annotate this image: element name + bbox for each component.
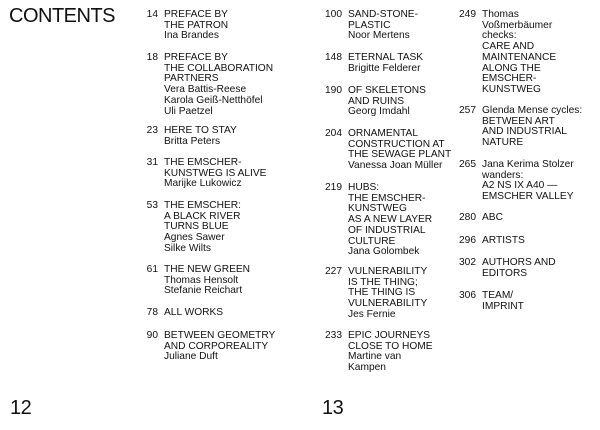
toc-entry-title: BETWEEN GEOMETRY AND CORPOREALITY <box>164 330 276 352</box>
page-number-left: 12 <box>10 397 32 419</box>
toc-entry-title: Jana Kerima Stolzer wanders: A2 NS IX A40 — EMSCHER VALLEY <box>482 159 574 203</box>
toc-page-number: 14 <box>146 9 158 20</box>
toc-entry-author: Brigitte Felderer <box>348 62 421 74</box>
toc-entry-text <box>482 10 556 96</box>
toc-entry[interactable] <box>138 265 250 297</box>
page-number-right: 13 <box>322 397 344 419</box>
toc-page-number: 53 <box>146 200 158 211</box>
toc-entry-text <box>348 86 426 118</box>
toc-page-number: 23 <box>146 125 158 136</box>
toc-entry-title: SAND-STONE- PLASTIC <box>348 9 418 31</box>
toc-entry-title: ETERNAL TASK <box>348 52 424 63</box>
toc-entry-title: ARTISTS <box>482 235 525 246</box>
toc-page-number: 306 <box>459 290 476 301</box>
toc-page-number: 227 <box>325 266 342 277</box>
toc-entry[interactable] <box>316 129 451 172</box>
toc-page-number: 190 <box>325 85 342 96</box>
toc-entry-text <box>164 308 223 319</box>
toc-entry-title: PREFACE BY THE PATRON <box>164 9 229 31</box>
toc-entry[interactable] <box>316 331 433 374</box>
toc-entry-author: Martine van Kampen <box>348 351 402 374</box>
toc-entry-text <box>164 331 275 363</box>
toc-entry-title: THE NEW GREEN <box>164 264 251 275</box>
toc-page-number: 148 <box>325 52 342 63</box>
toc-page-number: 31 <box>146 157 158 168</box>
toc-page-number: 265 <box>459 159 476 170</box>
toc-entry-title: PREFACE BY THE COLLABORATION PARTNERS <box>164 52 274 85</box>
toc-entry[interactable] <box>316 183 432 258</box>
toc-entry-text <box>164 53 273 117</box>
toc-entry[interactable] <box>138 10 228 42</box>
toc-page-number: 78 <box>146 307 158 318</box>
toc-entry-title: ALL WORKS <box>164 307 224 318</box>
toc-entry[interactable] <box>450 213 503 224</box>
toc-entry[interactable] <box>450 106 582 149</box>
toc-entry[interactable] <box>138 158 266 190</box>
toc-page-number: 280 <box>459 212 476 223</box>
toc-entry-text <box>482 291 524 312</box>
toc-page-number: 204 <box>325 128 342 139</box>
toc-page-number: 233 <box>325 330 342 341</box>
toc-entry-text <box>164 265 250 297</box>
toc-entry-author: Agnes Sawer Silke Wilts <box>164 232 225 254</box>
toc-entry-text <box>482 106 582 149</box>
toc-entry-author: Vanessa Joan Müller <box>348 160 443 172</box>
toc-entry-title: AUTHORS AND EDITORS <box>482 257 556 279</box>
toc-entry-text <box>164 201 241 255</box>
toc-entry-author: Marijke Lukowicz <box>164 178 242 190</box>
toc-entry[interactable] <box>138 331 275 363</box>
toc-entry-text <box>348 183 432 258</box>
toc-entry-author: Noor Mertens <box>348 30 410 42</box>
toc-page-number: 302 <box>459 257 476 268</box>
toc-entry[interactable] <box>450 10 556 96</box>
toc-entry-text <box>482 213 503 224</box>
toc-entry-title: ORNAMENTAL CONSTRUCTION AT THE SEWAGE PLANT <box>348 128 452 161</box>
toc-entry-title: Thomas Voßmerbäumer checks: CARE AND MAINTENANCE ALONG THE EMSCHER- KUNSTWEG <box>482 9 557 95</box>
toc-entry[interactable] <box>138 201 241 255</box>
toc-entry[interactable] <box>138 126 237 147</box>
toc-entry[interactable] <box>316 86 426 118</box>
toc-entry[interactable] <box>316 53 423 74</box>
toc-entry-text <box>348 129 451 172</box>
toc-entry-title: EPIC JOURNEYS CLOSE TO HOME <box>348 330 433 352</box>
toc-entry-author: Jana Golombek <box>348 246 420 258</box>
toc-entry-text <box>348 331 433 374</box>
page-title: CONTENTS <box>9 5 115 27</box>
toc-entry[interactable] <box>138 53 273 117</box>
toc-page-number: 296 <box>459 235 476 246</box>
toc-page-number: 249 <box>459 9 476 20</box>
toc-entry-title: THE EMSCHER- KUNSTWEG IS ALIVE <box>164 157 267 179</box>
toc-entry[interactable] <box>316 267 427 321</box>
toc-entry-title: ABC <box>482 212 503 223</box>
toc-page-number: 61 <box>146 264 158 275</box>
toc-entry-author: Juliane Duft <box>164 351 218 363</box>
toc-entry-title: THE EMSCHER: A BLACK RIVER TURNS BLUE <box>164 200 241 233</box>
toc-page-number: 257 <box>459 105 476 116</box>
toc-entry-text <box>482 258 556 279</box>
toc-entry-author: Vera Battis-Reese Karola Geiß-Netthöfel Uli Paetzel <box>164 84 263 117</box>
toc-entry-title: HUBS: THE EMSCHER- KUNSTWEG AS A NEW LAYER OF INDUSTRIAL CULTURE <box>348 182 433 247</box>
toc-entry-text <box>348 267 427 321</box>
toc-entry-text <box>164 10 228 42</box>
toc-entry-author: Ina Brandes <box>164 30 219 42</box>
toc-entry[interactable] <box>138 308 223 319</box>
toc-entry-title: Glenda Mense cycles: BETWEEN ART AND INDUSTRIAL NATURE <box>482 105 583 149</box>
toc-entry-title: HERE TO STAY <box>164 125 237 136</box>
toc-entry-author: Georg Imdahl <box>348 106 410 118</box>
toc-entry[interactable] <box>450 236 525 247</box>
toc-entry[interactable] <box>316 10 418 42</box>
toc-entry-text <box>348 10 418 42</box>
toc-entry-author: Thomas Hensolt Stefanie Reichart <box>164 274 243 297</box>
toc-entry-title: VULNERABILITY IS THE THING; THE THING IS VULNERABILITY <box>348 266 428 310</box>
toc-entry-text <box>164 126 237 147</box>
toc-entry-title: OF SKELETONS AND RUINS <box>348 85 426 107</box>
toc-entry-text <box>348 53 423 74</box>
toc-entry[interactable] <box>450 258 556 279</box>
toc-entry-text <box>482 160 574 203</box>
toc-page-number: 90 <box>146 330 158 341</box>
toc-entry-author: Jes Fernie <box>348 308 396 320</box>
toc-entry-author: Britta Peters <box>164 135 221 147</box>
toc-page-number: 100 <box>325 9 342 20</box>
toc-entry-text <box>482 236 525 247</box>
toc-entry[interactable] <box>450 160 574 203</box>
toc-page-number: 18 <box>146 52 158 63</box>
toc-page-number: 219 <box>325 182 342 193</box>
toc-entry-text <box>164 158 266 190</box>
toc-entry[interactable] <box>450 291 524 312</box>
toc-entry-title: TEAM/ IMPRINT <box>482 290 524 312</box>
